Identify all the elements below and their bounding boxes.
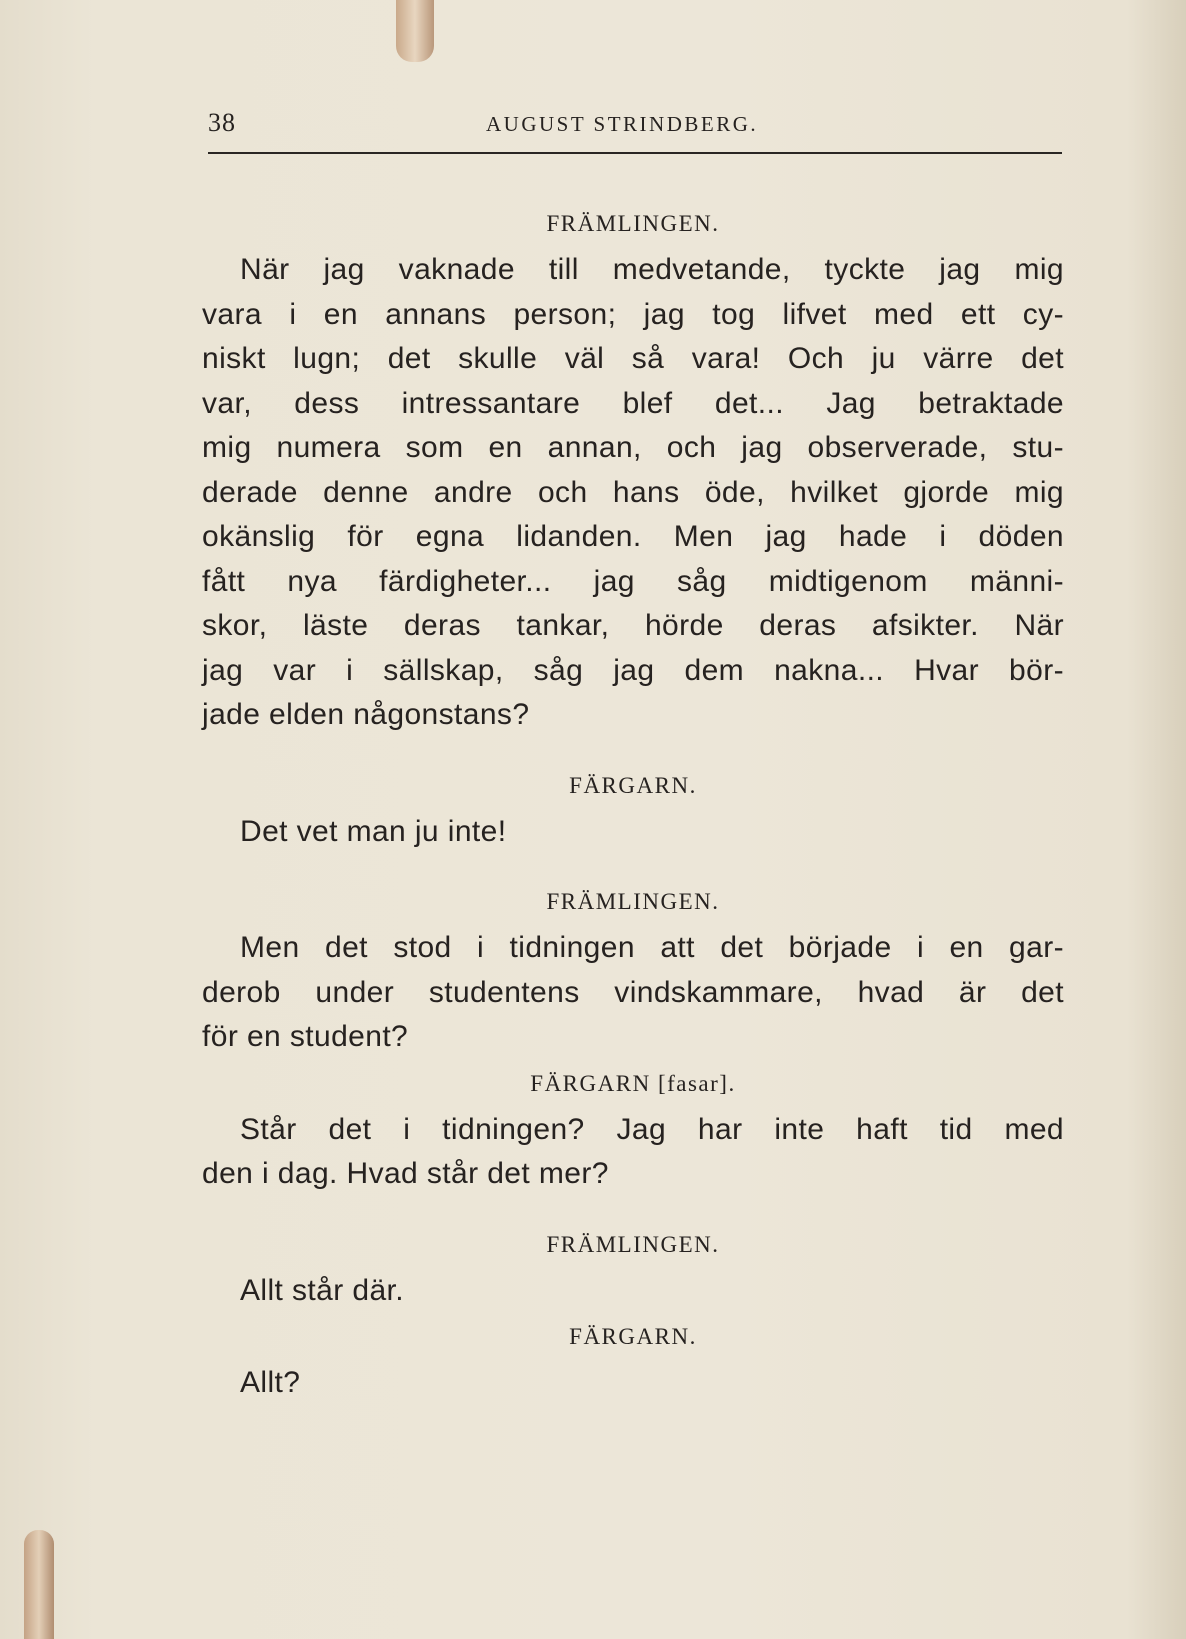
text-line: niskt lugn; det skulle väl så vara! Och ju värre det: [202, 342, 1064, 375]
text-line: var, dess intressantare blef det... Jag betraktade: [202, 386, 1064, 420]
text-line: Står det i tidningen? Jag har inte haft tid med: [240, 1112, 1064, 1146]
page-number: 38: [208, 108, 236, 137]
text-line: Allt?: [240, 1366, 301, 1399]
text-line: derade denne andre och hans öde, hvilket gjorde mig: [202, 475, 1064, 509]
speaker-heading: FÄRGARN.: [569, 772, 697, 798]
text-line: fått nya färdigheter... jag såg midtigenom männi-: [202, 564, 1064, 598]
text-line: jag var i sällskap, såg jag dem nakna... Hvar bör-: [202, 653, 1064, 687]
speaker-heading: FRÄMLINGEN.: [546, 211, 720, 236]
running-head: AUGUST STRINDBERG.: [486, 112, 759, 136]
text-line: vara i en annans person; jag tog lifvet med ett cy-: [202, 297, 1064, 331]
speaker-heading: FRÄMLINGEN.: [546, 1231, 720, 1257]
page-tab-top: [396, 0, 434, 62]
text-line: mig numera som en annan, och jag observerade, stu-: [202, 431, 1064, 464]
text-line: Allt står där.: [240, 1273, 404, 1307]
speaker-heading: FÄRGARN.: [569, 1324, 697, 1349]
text-line: derob under studentens vindskammare, hvad är det: [202, 975, 1064, 1009]
text-line: jade elden någonstans?: [202, 698, 530, 731]
text-line: den i dag. Hvad står det mer?: [202, 1157, 609, 1190]
dialogue-text: [202, 200, 1064, 1406]
speaker-heading: FRÄMLINGEN.: [546, 889, 720, 914]
text-line: för en student?: [202, 1020, 409, 1053]
text-line: När jag vaknade till medvetande, tyckte jag mig: [240, 253, 1064, 286]
speaker-heading: FÄRGARN [fasar].: [530, 1070, 736, 1096]
text-line: skor, läste deras tankar, hörde deras afsikter. När: [202, 609, 1064, 642]
text-line: Men det stod i tidningen att det började i en gar-: [240, 931, 1064, 964]
text-line: okänslig för egna lidanden. Men jag hade i döden: [202, 520, 1064, 553]
page-tab-bottom: [24, 1530, 54, 1639]
text-line: Det vet man ju inte!: [240, 814, 507, 848]
page-header: [208, 102, 1062, 154]
